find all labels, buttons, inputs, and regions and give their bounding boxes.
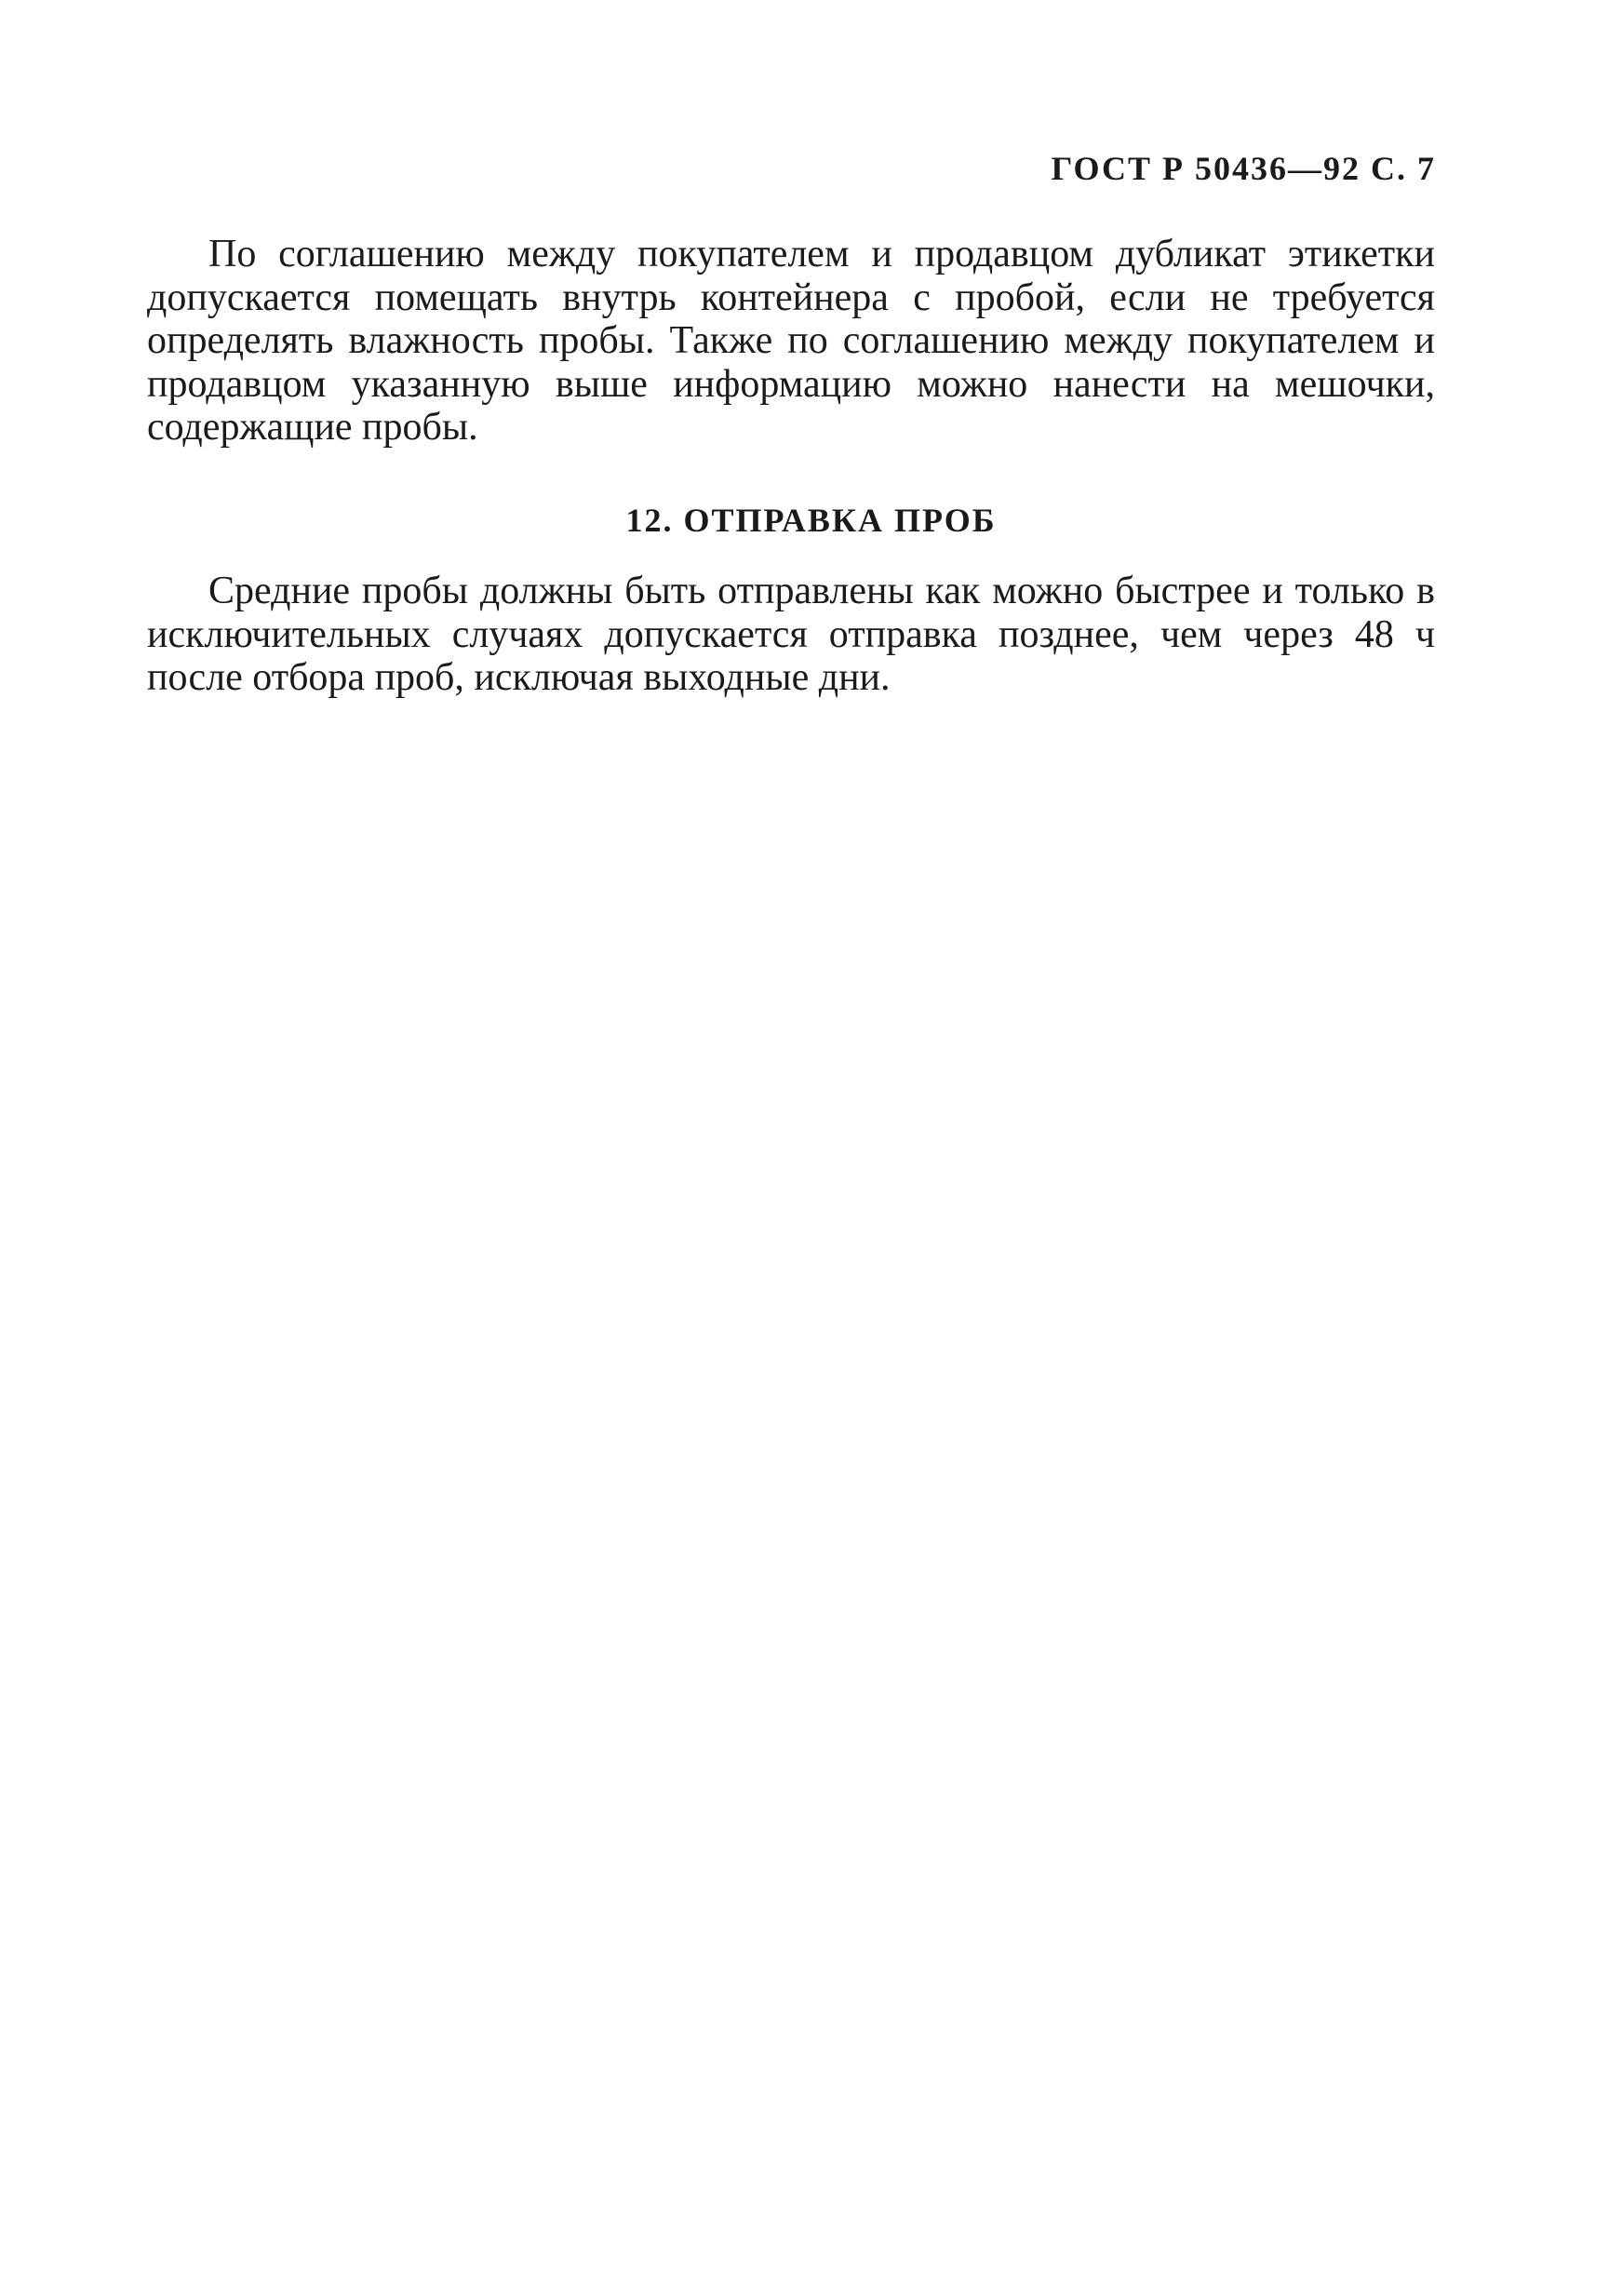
section-heading-sample-dispatch: 12. ОТПРАВКА ПРОБ [625, 502, 997, 539]
paragraph-block-labeling [147, 233, 1435, 450]
paragraph-block-dispatch [147, 570, 1435, 700]
running-header: ГОСТ Р 50436—92 С. 7 [1051, 150, 1436, 187]
paragraph-dispatch-timing: Средние пробы должны быть отправлены как можно быстрее и только в исключительных случаях допускается отправка позднее, чем через 48 ч после отбора проб, исключая выходные дни. [147, 570, 1435, 699]
paragraph-label-duplicate: По соглашению между покупателем и продавцом дубликат этикетки допускается помещать внутрь контейнера с пробой, если не требуется определять влажность пробы. Также по соглашению между покупателем и продавцом указанную выше информацию можно нанести на мешочки, содержащие пробы. [147, 233, 1435, 449]
